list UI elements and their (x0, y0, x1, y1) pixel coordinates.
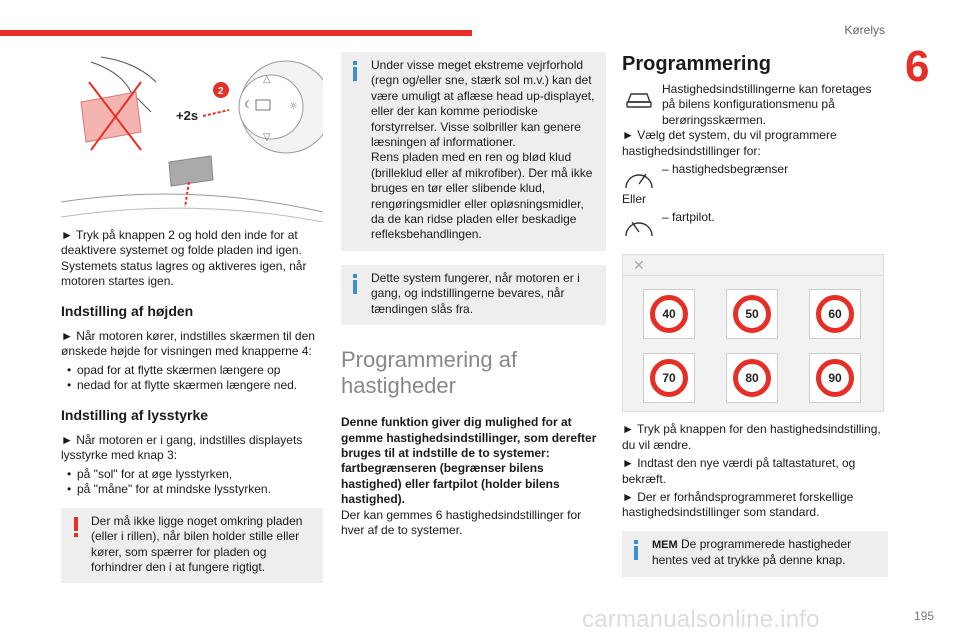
info-text: Rens pladen med en ren og blød klud (brilleklud eller af mikrofiber). Der må ikke bruges en tør eller slibende klud, rengøringsmidler eller opløsningsmidler, da de kan ridse pladen eller beskadige refleksbehandlingen. (371, 150, 593, 242)
speed-tile[interactable] (809, 353, 861, 403)
illus-badge: 2 (218, 86, 224, 97)
speed-sign: 80 (733, 359, 771, 397)
speed-tile[interactable] (726, 353, 778, 403)
speed-settings-screen (622, 254, 884, 412)
head-up-display-illustration (61, 52, 323, 222)
option-text: – hastighedsbegrænser (662, 162, 789, 177)
speed-tile[interactable] (643, 289, 695, 339)
info-content (642, 537, 878, 569)
chapter-number: 6 (905, 42, 930, 91)
paragraph: ► Når motoren er i gang, indstilles displayets lysstyrke med knap 3: (61, 433, 303, 463)
paragraph: Hastighedsindstillingerne kan foretages på bilens konfigurationsmenu på berøringsskærmen. (662, 82, 872, 127)
info-text: Dette system fungerer, når motoren er i gang, og indstillingerne bevares, når tændingen slås fra. (371, 270, 580, 316)
section-title: Kørelys (844, 23, 885, 37)
speed-sign: 50 (733, 295, 771, 333)
divider (623, 275, 883, 276)
option-limiter (622, 162, 888, 192)
heading-brightness: Indstilling af lysstyrke (61, 406, 209, 423)
speed-sign: 70 (650, 359, 688, 397)
right-column (622, 52, 888, 577)
info-box (341, 265, 606, 325)
info-text: De programmerede hastigheder hentes ved at trykke på denne knap. (652, 536, 852, 568)
bullet-item: • opad for at flytte skærmen længere op (61, 363, 323, 378)
speed-sign: 40 (650, 295, 688, 333)
paragraph: ► Indtast den nye værdi på taltastaturet, og bekræft. (622, 456, 856, 486)
svg-text:▽: ▽ (263, 132, 271, 143)
heading-height: Indstilling af højden (61, 302, 194, 319)
bullet-item: • nedad for at flytte skærmen længere ned. (61, 378, 323, 393)
or-text: Eller (622, 192, 647, 207)
speed-sign: 60 (816, 295, 854, 333)
illus-time: +2s (176, 108, 199, 123)
bold-intro: Denne funktion giver dig mulighed for at gemme hastighedsindstillinger, som derefter bruges til at indstille de to systemer: fartbegrænseren (begrænser bilens hastighed) eller fartpilot (holder bilens hastighed). (341, 415, 597, 507)
page-number: 195 (914, 609, 935, 623)
info-icon (353, 274, 357, 294)
paragraph: ► Vælg det system, du vil programmere hastighedsindstillinger for: (622, 128, 837, 158)
speed-limiter-icon (622, 162, 656, 192)
paragraph: ► Der er forhåndsprogrammeret forskellige hastighedsindstillinger som standard. (622, 490, 854, 520)
cruise-control-icon (622, 210, 656, 240)
speed-tile[interactable] (726, 289, 778, 339)
warning-text: Der må ikke ligge noget omkring pladen (eller i rillen), når bilen holder stille eller kører, som spærrer for pladen og forhindrer den i at fungere rigtigt. (91, 513, 303, 574)
paragraph: ► Tryk på knappen 2 og hold den inde for at deaktivere systemet og folde pladen ind igen. Systemets status lagres og aktiveres igen, når motoren startes igen. (61, 228, 307, 289)
info-icon (353, 61, 357, 81)
bullet-item: • på "sol" for at øge lysstyrken, (61, 467, 323, 482)
paragraph: Der kan gemmes 6 hastighedsindstillinger for hver af de to systemer. (341, 507, 582, 537)
bullet-item: • på "måne" for at mindske lysstyrken. (61, 482, 323, 497)
option-cruise (622, 210, 888, 240)
option-text: – fartpilot. (662, 210, 715, 225)
heading-programming: Programmering (622, 53, 771, 75)
svg-text:△: △ (263, 74, 271, 85)
heading-speed-programming: Programmering af hastigheder (341, 347, 518, 399)
watermark: carmanualsonline.info (582, 606, 820, 633)
paragraph: ► Tryk på knappen for den hastighedsindstilling, du vil ændre. (622, 422, 881, 452)
warning-icon (74, 517, 78, 537)
header-bar (0, 30, 472, 36)
info-box (341, 52, 606, 251)
config-row (622, 82, 888, 128)
car-settings-icon (622, 82, 656, 112)
svg-text:☾: ☾ (244, 100, 253, 111)
close-icon[interactable]: ✕ (633, 257, 645, 274)
paragraph: ► Når motoren kører, indstilles skærmen til den ønskede højde for visningen med knapperne 4: (61, 329, 315, 359)
info-box (622, 531, 888, 577)
mem-button-label: MEM (652, 538, 678, 551)
speed-tile[interactable] (643, 353, 695, 403)
left-column (61, 52, 323, 583)
warning-box (61, 508, 323, 584)
middle-column (341, 52, 606, 538)
speed-tile[interactable] (809, 289, 861, 339)
info-icon (634, 540, 638, 560)
info-text: Under visse meget ekstreme vejrforhold (regn og/eller sne, stærk sol m.v.) kan det være umuligt at aflæse head up-displayet, eller der kan komme periodiske forstyrrelser. Visse solbriller kan genere læsningen af informationer. (371, 58, 595, 150)
speed-sign: 90 (816, 359, 854, 397)
svg-text:☼: ☼ (289, 101, 298, 112)
